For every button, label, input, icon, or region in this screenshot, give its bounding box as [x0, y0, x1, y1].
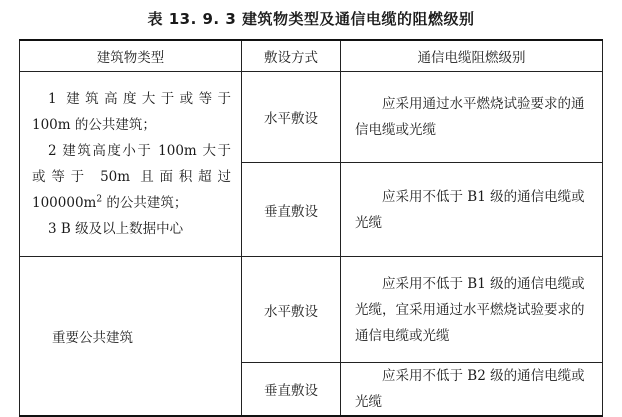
flame-retardant-table [19, 39, 603, 417]
table-header-row [20, 40, 603, 72]
flame-level-text: 应采用不低于 B1 级的通信电缆或光缆，宜采用通过水平燃烧试验要求的通信电缆或光缆 [355, 275, 585, 344]
table-row [20, 72, 603, 163]
building-type-line: 或等于 50m 且面积超过 [32, 169, 231, 185]
area-value: 100000m [32, 195, 97, 211]
flame-level-cell [341, 257, 603, 363]
building-type-line: 100m 的公共建筑； [32, 117, 156, 133]
header-flame-level: 通信电缆阻燃级别 [341, 40, 603, 72]
header-building-type: 建筑物类型 [20, 40, 242, 72]
area-superscript: 2 [96, 194, 103, 205]
flame-level-cell [341, 363, 603, 417]
flame-level-cell [341, 72, 603, 163]
table-row [20, 257, 603, 363]
area-suffix: 的公共建筑； [102, 195, 188, 211]
building-type-line: 1 建筑高度大于或等于 [48, 91, 231, 107]
building-type-cell-group1 [20, 72, 242, 257]
flame-level-text: 应采用通过水平燃烧试验要求的通信电缆或光缆 [355, 96, 585, 138]
laying-method-cell: 水平敷设 [242, 257, 341, 363]
table-title: 表 13. 9. 3 建筑物类型及通信电缆的阻燃级别 [147, 10, 475, 28]
building-type-line: 2 建筑高度小于 100m 大于 [48, 143, 231, 159]
header-laying-method: 敷设方式 [242, 40, 341, 72]
laying-method-cell: 垂直敷设 [242, 163, 341, 257]
flame-level-cell [341, 163, 603, 257]
building-type-cell-group2: 重要公共建筑 [20, 257, 242, 417]
laying-method-cell: 水平敷设 [242, 72, 341, 163]
building-type-line-area [32, 190, 231, 216]
building-type-line: 3 B 级及以上数据中心 [48, 221, 184, 237]
flame-level-text: 应采用不低于 B1 级的通信电缆或光缆 [355, 188, 585, 231]
laying-method-cell: 垂直敷设 [242, 363, 341, 417]
flame-level-text: 应采用不低于 B2 级的通信电缆或光缆 [355, 368, 585, 410]
